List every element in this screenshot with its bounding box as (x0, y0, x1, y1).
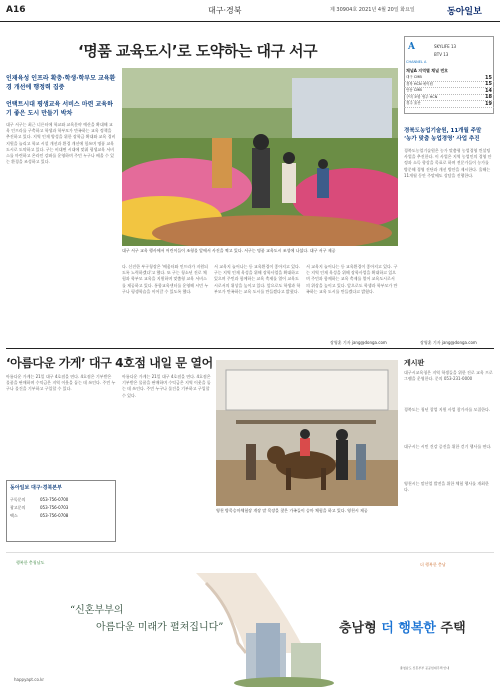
table-row: 대구 CMB 15 (406, 74, 492, 81)
list-item: 경북도는 청년 창업 지원 사업 참가자를 모집한다. (404, 407, 491, 412)
subhead-1: 인재육성 인프라 확충·학생·학부모 교육환경 개선에 행정력 집중 (6, 75, 116, 91)
section-title: 대구·경북 (208, 6, 242, 15)
ad-quote-line-1: “신혼부부의 (70, 605, 124, 616)
ad-url: happyapt.co.kr (14, 677, 45, 682)
table-row: 경주 울산 19 (406, 100, 492, 107)
tv-channel-table (404, 75, 494, 108)
list-item: 대구시는 시민 건강 증진을 위한 걷기 행사를 연다. (404, 444, 492, 449)
side-story-byline: 장영훈 기자 jang@donga.com (420, 340, 477, 345)
page-number: A16 (6, 5, 26, 15)
list-item: 영천시는 말산업 발전을 위한 체험 행사를 개최한다. (404, 481, 489, 493)
mid-body-2: 아름다운 가게는 21일 대구 4호점을 연다. 4호점은 기부받은 물품을 판매하며 수익금은 지역 이웃을 돕는 데 쓰인다. 주민 누구나 물건을 기부하고 구입할 수 있다. (122, 374, 211, 398)
list-item: 광고문의 053-756-0703 (10, 505, 69, 510)
issue-info: 제 30904호 2021년 4월 20일 화요일 (330, 7, 415, 13)
channel-a-logo: A (408, 42, 415, 52)
ad-right-tag: 더 행복한 충남 (420, 562, 446, 567)
table-row: 구미 포항 영주 HCN 18 (406, 94, 492, 101)
body-column-4: 서 교육지 늘어나는 등 교육환경이 좋아지고 있다. 구는 지역 인재 육성을 위해 장학사업을 확대하고 있으며 주민과 함께하는 교육 축제를 열어 교육도시로서의 위상을 높이고 있다. 앞으로도 학생과 학부모가 만족하는 교육 도시를 만들겠다고 밝혔다. (306, 264, 398, 294)
table-row: 안동 CMB 14 (406, 87, 492, 94)
tv-table-header: 채널A 지역별 채널 번호 (406, 68, 449, 73)
body-column-1: 대구 서구는 최근 너른터에 학교와 교육분야 예산을 확대해 교육 인프라를 구축하고 학생과 학부모가 만족하는 교육 정책을 추진하고 있다. 지역 인재 양성을 위한 장학금 확대와 교육 경비 지원을 늘리고 학교 시설 개선과 환경 개선에 힘쓰며 명품 교육도시로 도약하고 있다. 구는 비대면 시대에 맞춰 평생교육 서비스를 마련하고 온라인 강좌를 운영하며 주민 누구나 배울 수 있는 환경을 조성하고 있다. (6, 122, 116, 165)
body-column-2: 다. 신진한 부구청장은 '배움터와 인프라가 지원되도록 노력하겠다'고 했다. 또 구는 청소년 진로 체험과 학부모 교육을 지원하며 맞춤형 교육 서비스를 제공하고 있다. 통합교육센터를 운영해 시민 누구나 평생학습을 이어갈 수 있도록 했다. (122, 264, 209, 294)
list-item: 대구시교육청은 지역 학생들을 위한 진로 교육 프로그램을 운영한다. 문의 053-231-0000 (404, 370, 493, 382)
main-headline: ‘명품 교육도시’로 도약하는 대구 서구 (78, 42, 318, 60)
channel-a-label: CHANNEL A (406, 60, 427, 64)
side-story-head-1: 경북도농업기술원, 11개월 주말 (404, 128, 482, 134)
side-story-body: 경북도농업기술원은 농가 맞춤형 농업경영 컨설팅 사업을 추진한다. 이 사업은 지역 농업인의 경영 안정과 소득 향상을 목표로 하며 전문가들이 농가를 방문해 경영 진단과 개선 방안을 제시한다. 올해는 11개월 동안 주말에도 상담을 진행한다. (404, 148, 492, 178)
board-list (404, 370, 494, 546)
ad-quote-line-2: 아름다운 미래가 펼쳐집니다” (96, 622, 224, 633)
section-divider (6, 348, 494, 349)
horse-photo-caption: 영천 방목승마체험장 개장 말 목장을 찾은 가족들이 승마 체험을 하고 있다. 영천시 제공 (216, 508, 368, 513)
main-photo-caption: 대구 서구 교육 행사에서 어린이들이 조형물 앞에서 사진을 찍고 있다. 서구는 명품 교육도시 조성에 나섰다. 대구 서구 제공 (122, 248, 336, 253)
horse-photo (216, 360, 398, 506)
masthead: 동아일보 (447, 7, 482, 17)
ad-fine-print: 충청남도 신혼부부 공공임대주택 안내 (400, 666, 450, 670)
mid-body-1: 아름다운 가게는 21일 대구 4호점을 연다. 4호점은 기부받은 물품을 판매하며 수익금은 지역 이웃을 돕는 데 쓰인다. 주민 누구나 물건을 기부하고 구입할 수 있다. (6, 374, 116, 392)
channel-line: BTV 13 (434, 52, 449, 57)
channel-line: SKYLIFE 13 (434, 44, 457, 49)
subhead-2: 언택트시대 평생교육 서비스 마련 교육하기 좋은 도시 만들기 박차 (6, 101, 113, 117)
mid-headline: ‘아름다운 가게’ 대구 4호점 내일 문 열어 (6, 356, 213, 370)
side-story-head-2: ‘농가 맞춤 농업경영’ 사업 추진 (404, 136, 480, 142)
ad-logo: 행복한 충청남도 (16, 560, 45, 565)
page-header (0, 0, 500, 22)
dongA-contact-title: 동아일보 대구·경북본부 (10, 485, 62, 491)
main-byline: 장영훈 기자 jang@donga.com (330, 340, 387, 345)
list-item: 팩스 053-756-0708 (10, 513, 69, 518)
list-item: 구독문의 053-756-0700 (10, 497, 69, 502)
ad-slogan: 충남형 더 행복한 주택 (339, 621, 466, 636)
table-row: 경북 HCN 에이원 15 (406, 81, 492, 88)
body-column-3: 서 교육지 늘어나는 등 교육환경이 좋아지고 있다. 구는 지역 인재 육성을 위해 장학사업을 확대하고 있으며 주민과 함께하는 교육 축제를 열어 교육도시로서의 위상을 높이고 있다. 앞으로도 학생과 학부모가 만족하는 교육 도시를 만들겠다고 밝혔다. (214, 264, 301, 294)
board-title: 게시판 (404, 359, 425, 367)
main-photo (122, 68, 398, 246)
dongA-contact-list (10, 496, 110, 520)
